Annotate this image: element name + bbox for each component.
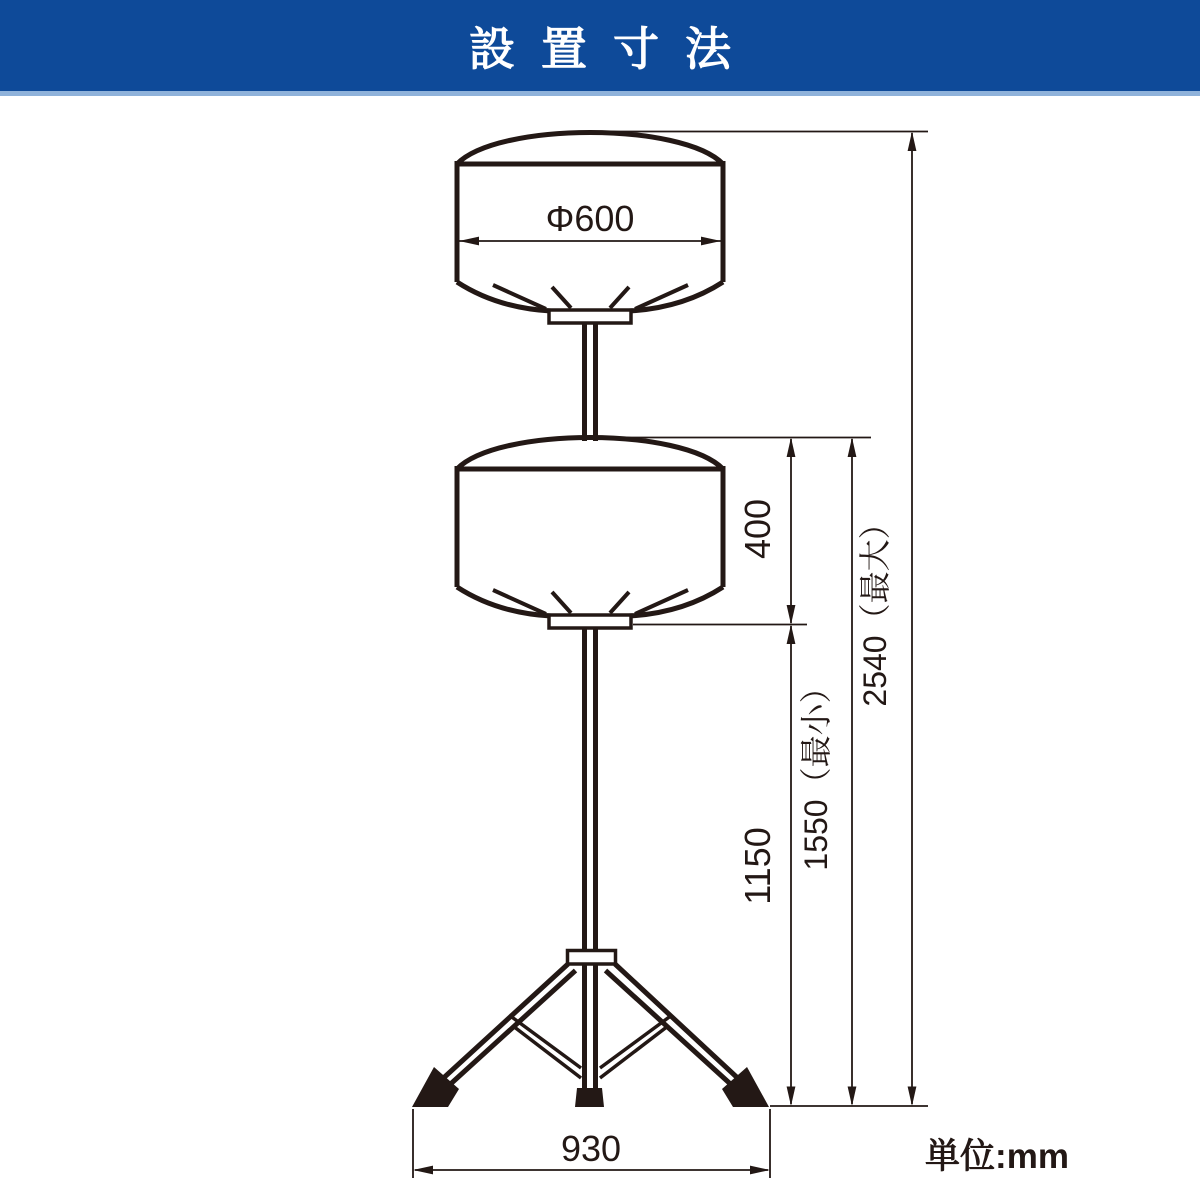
pole-upper [585, 323, 596, 441]
mast [585, 628, 596, 951]
arrowhead-left [413, 1166, 433, 1175]
arrowhead-right [750, 1166, 770, 1175]
arrowhead-down [848, 1087, 857, 1107]
arrowhead-down [787, 1087, 796, 1107]
balloon-top-dome [457, 133, 723, 165]
arrowhead-up [848, 438, 857, 458]
arrowhead-up [908, 132, 917, 152]
tripod-center-foot [575, 1088, 604, 1107]
tripod [412, 951, 769, 1108]
label-1150: 1150 [737, 827, 778, 905]
unit-note: 単位:mm [925, 1137, 1069, 1176]
tripod-clamp-collar [568, 951, 616, 965]
label-1550-min: 1550（最小） [798, 671, 834, 871]
page-title: 設置寸法 [469, 22, 757, 75]
dimension-balloon-height [737, 438, 795, 625]
arrowhead-right [701, 237, 721, 246]
extension-lines [413, 132, 928, 1179]
label-diameter: Φ600 [545, 198, 635, 239]
tripod-left-leg [438, 964, 576, 1090]
tripod-center-leg [585, 964, 596, 1089]
tripod-right-brace [600, 1015, 672, 1078]
arrowhead-up [787, 625, 796, 645]
balloon-bottom-dome [457, 438, 723, 470]
dimension-diameter [459, 198, 721, 245]
arrowhead-left [459, 237, 479, 246]
dimension-mast-lower [737, 625, 795, 1107]
balloon-bottom-collar [549, 615, 631, 628]
arrowhead-up [787, 438, 796, 458]
label-930: 930 [560, 1128, 622, 1169]
balloon-bottom [457, 438, 723, 629]
dimension-base-width [413, 1128, 770, 1174]
dimension-total-min [798, 438, 856, 1107]
arrowhead-down [787, 605, 796, 625]
label-2540-max: 2540（最大） [857, 507, 893, 707]
tripod-right-leg [606, 964, 744, 1090]
arrowhead-down [908, 1087, 917, 1107]
dimension-total-max [857, 132, 916, 1107]
balloon-top-collar [549, 310, 631, 323]
label-400: 400 [737, 498, 778, 560]
tripod-left-brace [509, 1015, 581, 1078]
